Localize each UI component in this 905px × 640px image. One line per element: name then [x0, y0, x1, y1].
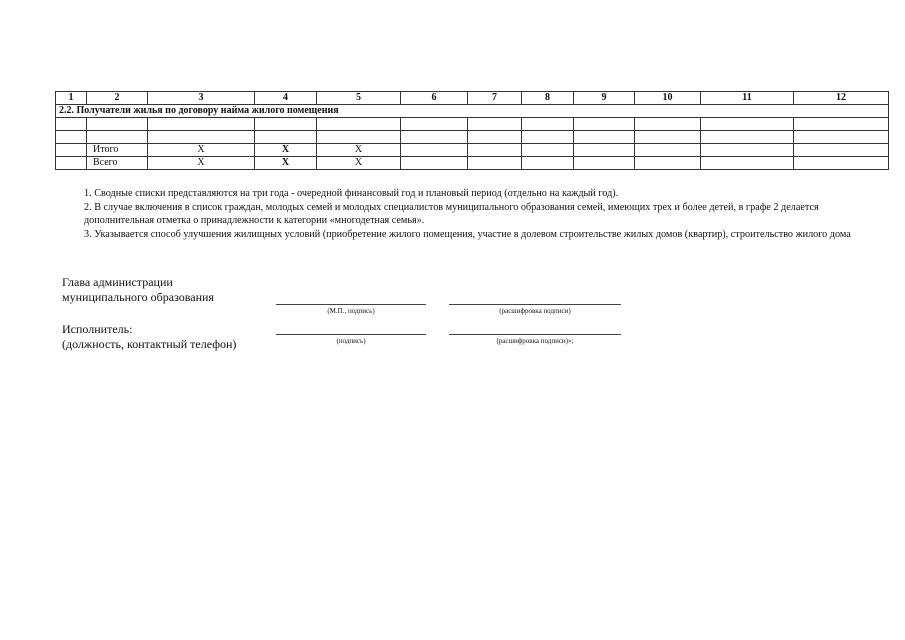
table-cell: [635, 131, 701, 144]
head-signature-label: [62, 275, 214, 305]
head-signature-line: [276, 304, 426, 305]
table-cell: [148, 118, 255, 131]
table-cell: [401, 118, 468, 131]
table-cell: [401, 131, 468, 144]
column-header: 9: [574, 92, 635, 105]
head-decode-caption: (расшифровка подписи): [499, 307, 571, 315]
table-cell: X: [317, 157, 401, 170]
section-title: 2.2. Получатели жилья по договору найма жилого помещения: [56, 105, 889, 118]
total-row-itogo: [56, 144, 889, 157]
column-header: 8: [522, 92, 574, 105]
table-cell: [317, 131, 401, 144]
table-cell: [56, 118, 87, 131]
column-header: 7: [468, 92, 522, 105]
table-cell: [794, 118, 889, 131]
table-cell: X: [148, 157, 255, 170]
recipients-table: [55, 91, 889, 170]
head-title-line2: муниципального образования: [62, 290, 214, 304]
table-cell: [635, 157, 701, 170]
footnote-2: 2. В случае включения в список граждан, молодых семей и молодых специалистов муниципального образования семей, имеющих трех и более детей, в графе 2 делается дополнительная отметка о принадлежности к категории «многодетная семья».: [84, 201, 819, 226]
total-label: Итого: [87, 144, 148, 157]
table-cell: [574, 157, 635, 170]
table-row: [56, 118, 889, 131]
table-cell: [468, 118, 522, 131]
table-cell: [255, 118, 317, 131]
table-cell: [56, 144, 87, 157]
table-cell: [522, 131, 574, 144]
table-cell: [701, 157, 794, 170]
column-header: 4: [255, 92, 317, 105]
table-cell: [574, 144, 635, 157]
table-cell: [148, 131, 255, 144]
table-cell: X: [255, 157, 317, 170]
column-header: 6: [401, 92, 468, 105]
table-cell: [701, 118, 794, 131]
table-cell: [468, 144, 522, 157]
table-cell: [794, 144, 889, 157]
table-cell: [522, 157, 574, 170]
executor-decode-line: [449, 334, 621, 335]
table-cell: [87, 118, 148, 131]
column-header: 5: [317, 92, 401, 105]
column-header: 2: [87, 92, 148, 105]
executor-decode-caption: (расшифровка подписи)»;: [496, 337, 574, 345]
table-cell: X: [255, 144, 317, 157]
table-cell: [317, 118, 401, 131]
table-cell: X: [148, 144, 255, 157]
column-header: 1: [56, 92, 87, 105]
head-signature-caption: (М.П., подпись): [327, 307, 375, 315]
table-header-row: [56, 92, 889, 105]
table-cell: [522, 118, 574, 131]
table-row: [56, 131, 889, 144]
table-cell: X: [317, 144, 401, 157]
footnote-3: 3. Указывается способ улучшения жилищных условий (приобретение жилого помещения, участие в долевом строительстве жилых домов (квартир), строительство жилого дома: [84, 228, 851, 240]
table-cell: [255, 131, 317, 144]
section-row: [56, 105, 889, 118]
executor-signature-caption: (подпись): [336, 337, 366, 345]
table-cell: [574, 131, 635, 144]
head-decode-line: [449, 304, 621, 305]
head-title-line1: Глава администрации: [62, 275, 173, 289]
table-cell: [635, 144, 701, 157]
total-label: Всего: [87, 157, 148, 170]
table-cell: [794, 131, 889, 144]
table-cell: [401, 157, 468, 170]
executor-signature-label: [62, 322, 236, 352]
total-row-vsego: [56, 157, 889, 170]
table-cell: [635, 118, 701, 131]
table-cell: [468, 157, 522, 170]
column-header: 12: [794, 92, 889, 105]
footnotes: [84, 187, 874, 241]
executor-title-line1: Исполнитель:: [62, 322, 133, 336]
table-cell: [794, 157, 889, 170]
table-cell: [401, 144, 468, 157]
table-cell: [56, 131, 87, 144]
executor-signature-line: [276, 334, 426, 335]
table-cell: [574, 118, 635, 131]
table-cell: [56, 157, 87, 170]
table-cell: [701, 144, 794, 157]
column-header: 3: [148, 92, 255, 105]
column-header: 10: [635, 92, 701, 105]
footnote-1: 1. Сводные списки представляются на три года - очередной финансовый год и плановый период (отдельно на каждый год).: [84, 188, 619, 199]
table-cell: [468, 131, 522, 144]
table-cell: [87, 131, 148, 144]
executor-title-line2: (должность, контактный телефон): [62, 337, 237, 351]
table-cell: [522, 144, 574, 157]
column-header: 11: [701, 92, 794, 105]
table-cell: [701, 131, 794, 144]
